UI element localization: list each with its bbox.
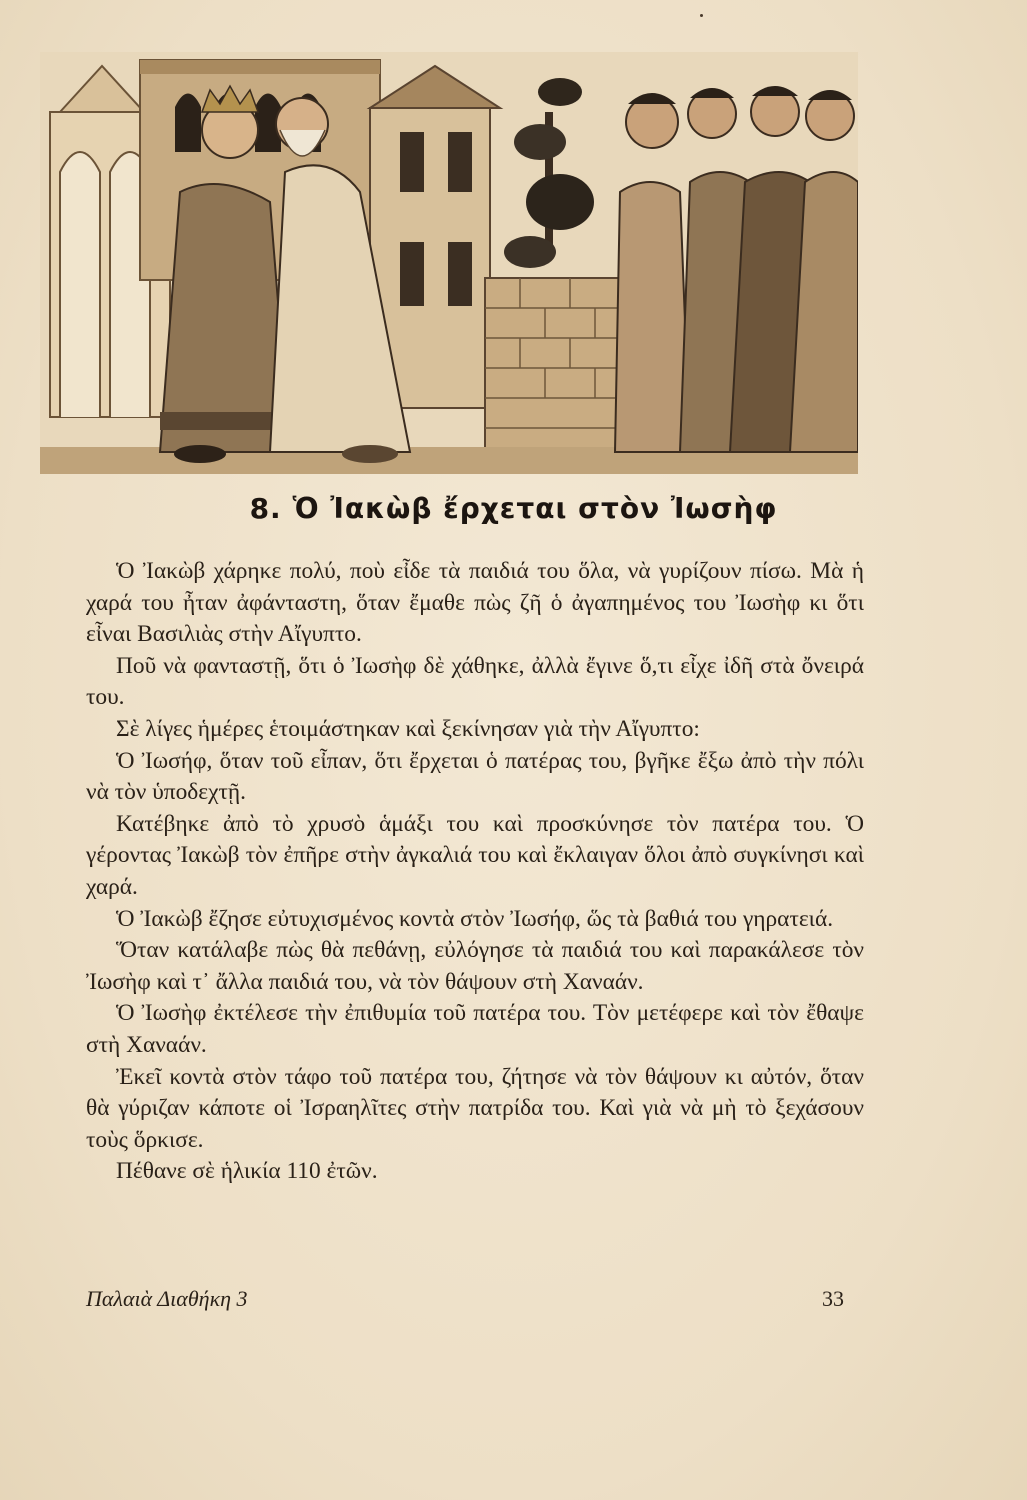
paragraph: Ποῦ νὰ φανταστῇ, ὅτι ὁ Ἰωσὴφ δὲ χάθηκε, ἀλλὰ ἔγινε ὅ,τι εἶχε ἰδῆ στὰ ὄνειρά του. [86,652,864,711]
paragraph: Ὁ Ἰωσήφ, ὅταν τοῦ εἶπαν, ὅτι ἔρχεται ὁ πατέρας του, βγῆκε ἔξω ἀπὸ τὴν πόλι νὰ τὸν ὑποδεχτῇ. [86,747,864,806]
paragraph: Ὁ Ἰακὼβ ἔζησε εὐτυχισμένος κοντὰ στὸν Ἰωσήφ, ὥς τὰ βαθιά του γηρατειά. [116,905,834,932]
illustration-jacob-meets-joseph [40,52,858,474]
paper-speck [700,14,703,17]
page-number: 33 [822,1286,844,1311]
paragraph: Ὁ Ἰακὼβ χάρηκε πολύ, ποὺ εἶδε τὰ παιδιά του ὅλα, νὰ γυρίζουν πίσω. Μὰ ἡ χαρά του ἦταν ἀφάνταστη, ὅταν ἔμαθε πὼς ζῆ ὁ ἀγαπημένος του Ἰωσὴφ κι ὅτι εἶναι Βασιλιὰς στὴν Αἴγυπτο. [86,558,864,648]
paragraph: Ὅταν κατάλαβε πὼς θὰ πεθάνῃ, εὐλόγησε τὰ παιδιά του καὶ παρακάλεσε τὸν Ἰωσὴφ καὶ τ᾽ ἄλλα παιδιά του, νὰ τὸν θάψουν στὴ Χαναάν. [86,937,864,995]
paragraph: Ὁ Ἰωσὴφ ἐκτέλεσε τὴν ἐπιθυμία τοῦ πατέρα του. Τὸν μετέφερε καὶ τὸν ἔθαψε στὴ Χαναάν. [86,1000,864,1058]
chapter-title: 8. Ὁ Ἰακὼβ ἔρχεται στὸν Ἰωσὴφ [249,492,778,525]
paragraph: Ἐκεῖ κοντὰ στὸν τάφο τοῦ πατέρα του, ζήτησε νὰ τὸν θάψουν κι αὐτόν, ὅταν θὰ γύριζαν κάποτε οἱ Ἰσραηλῖτες στὴν πατρίδα του. Καὶ γιὰ νὰ μὴ τὸ ξεχάσουν τοὺς ὅρκισε. [86,1063,864,1153]
paragraph: Πέθανε σὲ ἡλικία 110 ἐτῶν. [116,1158,378,1185]
paragraph: Κατέβηκε ἀπὸ τὸ χρυσὸ ἁμάξι του καὶ προσκύνησε τὸν πατέρα του. Ὁ γέροντας Ἰακὼβ τὸν ἐπῆρε στὴν ἀγκαλιά του καὶ ἔκλαιγαν ὅλοι ἀπὸ συγκίνησι καὶ χαρά. [86,810,864,900]
paragraph: Σὲ λίγες ἡμέρες ἑτοιμάστηκαν καὶ ξεκίνησαν γιὰ τὴν Αἴγυπτο: [116,715,700,742]
book-label: Παλαιὰ Διαθήκη 3 [86,1286,248,1311]
chapter-body [86,556,864,1188]
